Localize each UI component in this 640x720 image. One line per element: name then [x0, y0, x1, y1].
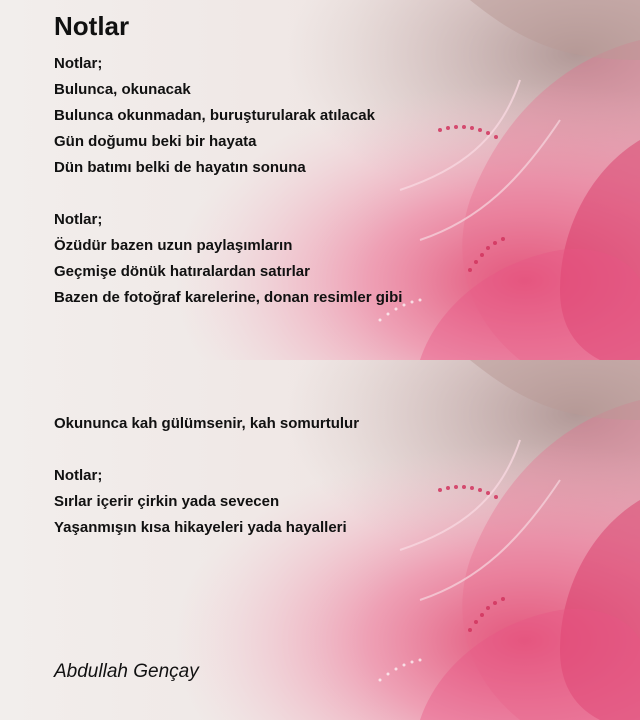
- poem-author: Abdullah Gençay: [54, 661, 199, 682]
- poem-line: Bazen de fotoğraf karelerine, donan resimler gibi: [54, 289, 403, 306]
- poem-line: Dün batımı belki de hayatın sonuna: [54, 159, 306, 176]
- poem-line: Özüdür bazen uzun paylaşımların: [54, 237, 293, 254]
- poem-title: Notlar: [54, 11, 130, 41]
- poem-line: Geçmişe dönük hatıralardan satırlar: [54, 263, 310, 280]
- poem-line: Bulunca okunmadan, buruşturularak atılacak: [54, 107, 375, 124]
- poem-line: Notlar;: [54, 55, 103, 72]
- poem-line: Sırlar içerir çirkin yada sevecen: [54, 493, 280, 510]
- poem-line: Yaşanmışın kısa hikayeleri yada hayalleri: [54, 519, 347, 536]
- poem-line: Notlar;: [54, 211, 103, 228]
- poem-line: Notlar;: [54, 467, 103, 484]
- poem-line: Okununca kah gülümsenir, kah somurtulur: [54, 415, 360, 432]
- poem-line: Bulunca, okunacak: [54, 81, 191, 98]
- poem-line: Gün doğumu beki bir hayata: [54, 133, 257, 150]
